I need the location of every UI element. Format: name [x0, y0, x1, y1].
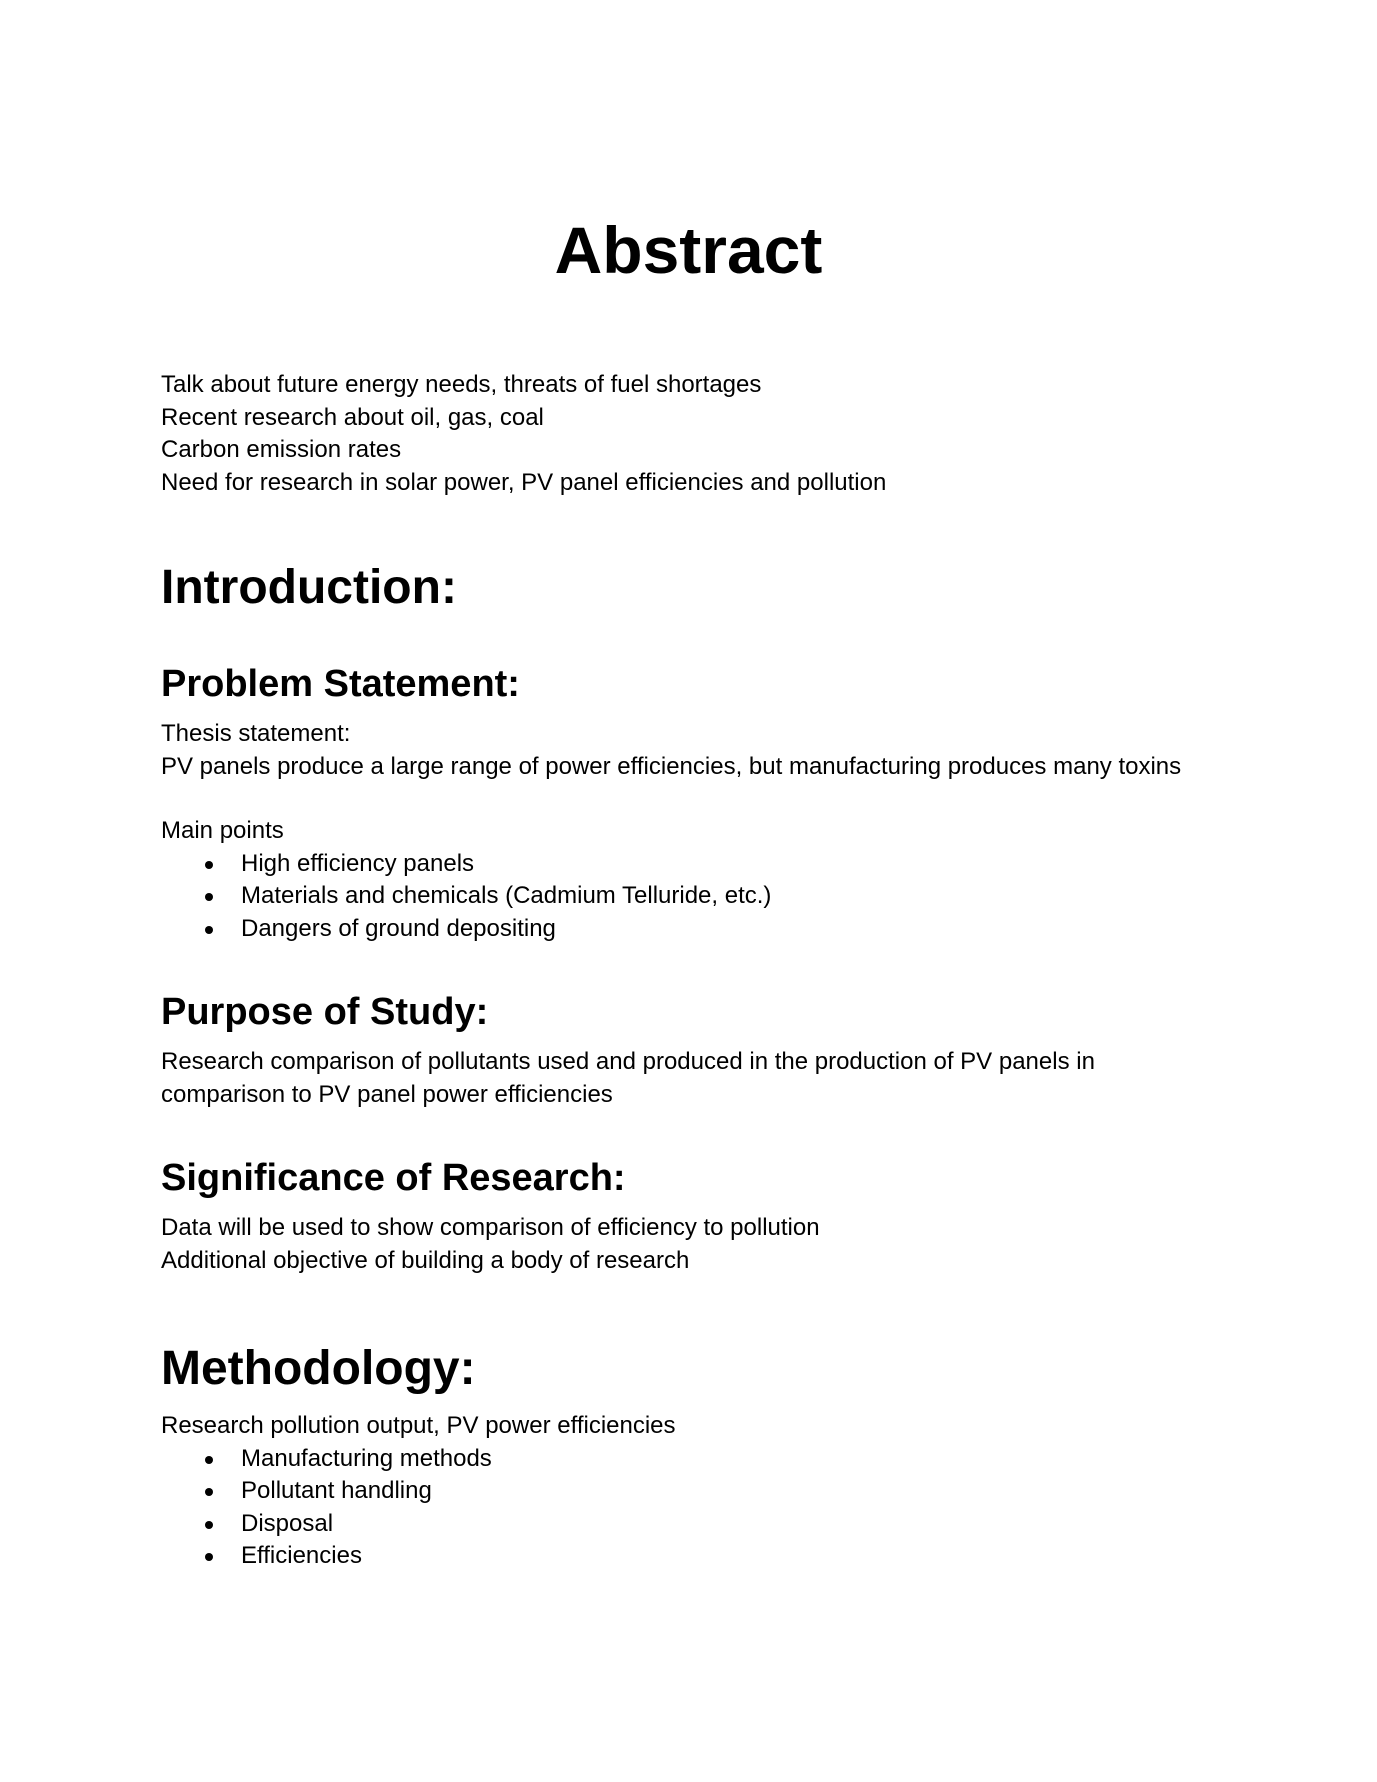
methodology-list	[161, 1443, 1261, 1573]
bullet-icon	[205, 1521, 213, 1529]
main-points-label: Main points	[161, 817, 284, 844]
list-item	[161, 1508, 1261, 1541]
purpose-body	[161, 1046, 1261, 1111]
abstract-line: Talk about future energy needs, threats of fuel shortages	[161, 371, 762, 398]
purpose-line: comparison to PV panel power efficiencies	[161, 1080, 613, 1108]
bullet-icon	[205, 861, 213, 869]
significance-heading: Significance of Research:	[161, 1157, 626, 1199]
introduction-section	[161, 560, 1261, 616]
abstract-title: Abstract	[554, 213, 823, 287]
list-item-text: Pollutant handling	[241, 1477, 432, 1504]
abstract-line: Recent research about oil, gas, coal	[161, 403, 544, 431]
bullet-icon	[205, 926, 213, 934]
significance-line: Data will be used to show comparison of efficiency to pollution	[161, 1214, 820, 1241]
methodology-intro: Research pollution output, PV power efficiencies	[161, 1412, 676, 1439]
methodology-heading: Methodology:	[161, 1342, 476, 1395]
list-item	[161, 913, 1261, 946]
list-item-text: Manufacturing methods	[241, 1444, 492, 1472]
abstract-line: Carbon emission rates	[161, 436, 402, 463]
list-item	[161, 1540, 1261, 1573]
list-item	[161, 1475, 1261, 1508]
thesis-text: PV panels produce a large range of power efficiencies, but manufacturing produces many toxins	[161, 752, 1182, 780]
list-item	[161, 848, 1261, 881]
list-item	[161, 1443, 1261, 1476]
purpose-heading: Purpose of Study:	[161, 991, 489, 1033]
list-item-text: High efficiency panels	[241, 849, 475, 877]
bullet-icon	[205, 1456, 213, 1464]
list-item-text: Materials and chemicals (Cadmium Telluride, etc.)	[241, 882, 772, 909]
thesis-label: Thesis statement:	[161, 720, 351, 747]
bullet-icon	[205, 893, 213, 901]
problem-statement-heading: Problem Statement:	[161, 663, 520, 705]
main-points-list	[161, 848, 1261, 946]
significance-body	[161, 1212, 1261, 1277]
problem-statement-section	[161, 662, 1261, 706]
list-item	[161, 880, 1261, 913]
abstract-body	[161, 369, 1261, 499]
methodology-section	[161, 1341, 1261, 1397]
bullet-icon	[205, 1553, 213, 1561]
introduction-heading: Introduction:	[161, 561, 457, 614]
list-item-text: Efficiencies	[241, 1542, 362, 1569]
abstract-line: Need for research in solar power, PV panel efficiencies and pollution	[161, 468, 887, 496]
problem-statement-body	[161, 718, 1261, 783]
purpose-section	[161, 990, 1261, 1034]
significance-section	[161, 1156, 1261, 1200]
main-points	[161, 815, 1261, 945]
list-item-text: Disposal	[241, 1509, 334, 1537]
bullet-icon	[205, 1488, 213, 1496]
list-item-text: Dangers of ground depositing	[241, 914, 556, 942]
purpose-line: Research comparison of pollutants used and produced in the production of PV panels in	[161, 1048, 1095, 1075]
significance-line: Additional objective of building a body of research	[161, 1246, 690, 1274]
methodology-body	[161, 1410, 1261, 1573]
